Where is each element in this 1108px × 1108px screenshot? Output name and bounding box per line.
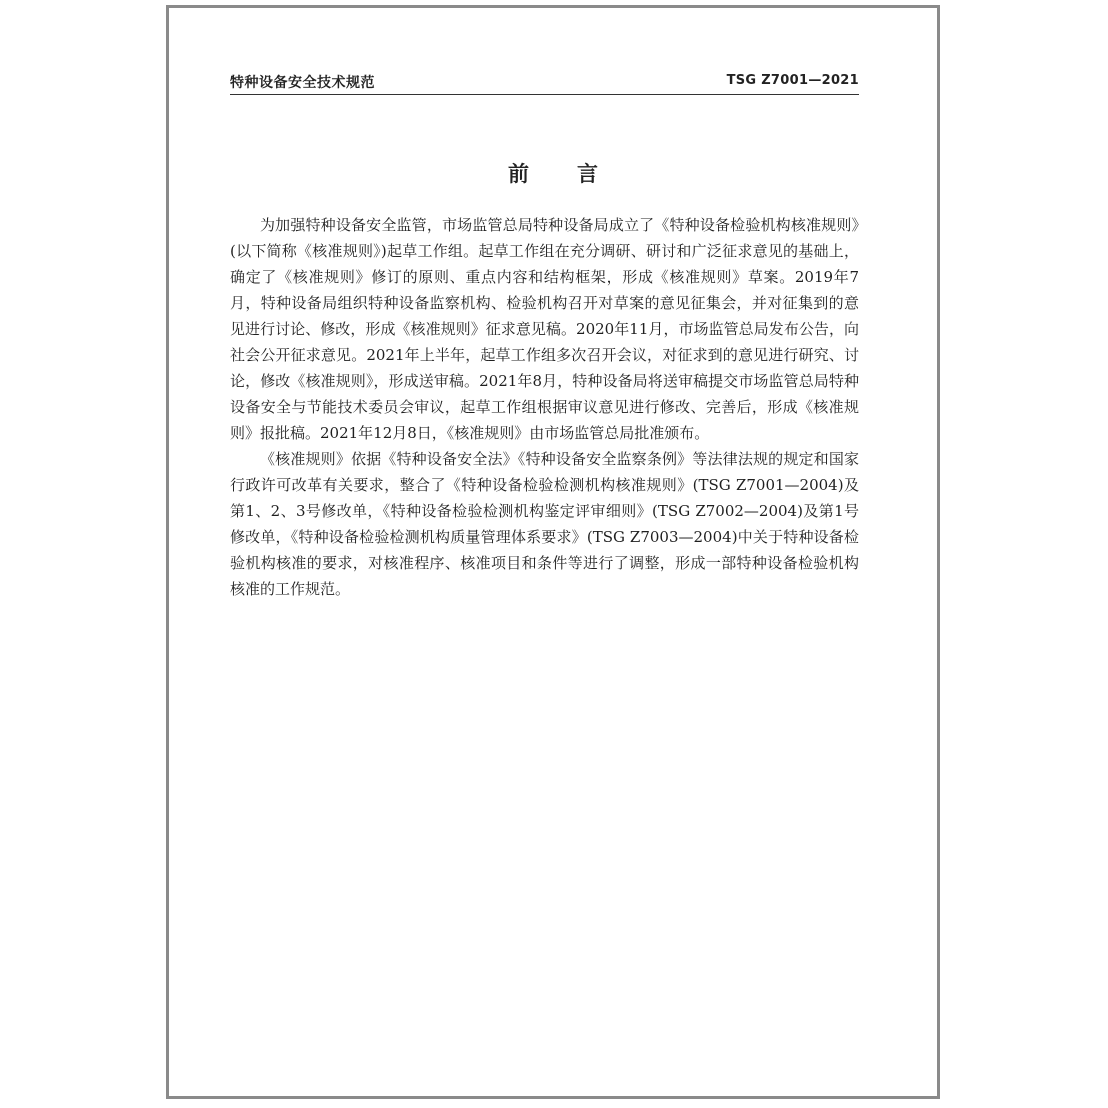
document-page — [166, 5, 940, 1099]
page-title: 前言 — [508, 162, 646, 186]
foreword-body — [230, 212, 859, 602]
paragraph-2: 《核准规则》依据《特种设备安全法》《特种设备安全监察条例》等法律法规的规定和国家行政许可改革有关要求，整合了《特种设备检验检测机构核准规则》(TSG Z7001—2004)及第1、2、3号修改单，《特种设备检验检测机构鉴定评审细则》(TSG Z7002—2004)及第1号修改单，《特种设备检验检测机构质量管理体系要求》(TSG Z7003—2004)中关于特种设备检验机构核准的要求，对核准程序、核准项目和条件等进行了调整，形成一部特种设备检验机构核准的工作规范。 — [230, 450, 859, 598]
header-standard-code: TSG Z7001—2021 — [726, 73, 859, 88]
paragraph-1: 为加强特种设备安全监管，市场监管总局特种设备局成立了《特种设备检验机构核准规则》(以下简称《核准规则》)起草工作组。起草工作组在充分调研、研讨和广泛征求意见的基础上，确定了《核准规则》修订的原则、重点内容和结构框架，形成《核准规则》草案。2019年7月，特种设备局组织特种设备监察机构、检验机构召开对草案的意见征集会，并对征集到的意见进行讨论、修改，形成《核准规则》征求意见稿。2020年11月，市场监管总局发布公告，向社会公开征求意见。2021年上半年，起草工作组多次召开会议，对征求到的意见进行研究、讨论，修改《核准规则》，形成送审稿。2021年8月，特种设备局将送审稿提交市场监管总局特种设备安全与节能技术委员会审议，起草工作组根据审议意见进行修改、完善后，形成《核准规则》报批稿。2021年12月8日，《核准规则》由市场监管总局批准颁布。 — [230, 216, 859, 442]
running-header — [230, 72, 859, 95]
header-series-title: 特种设备安全技术规范 — [230, 75, 375, 91]
